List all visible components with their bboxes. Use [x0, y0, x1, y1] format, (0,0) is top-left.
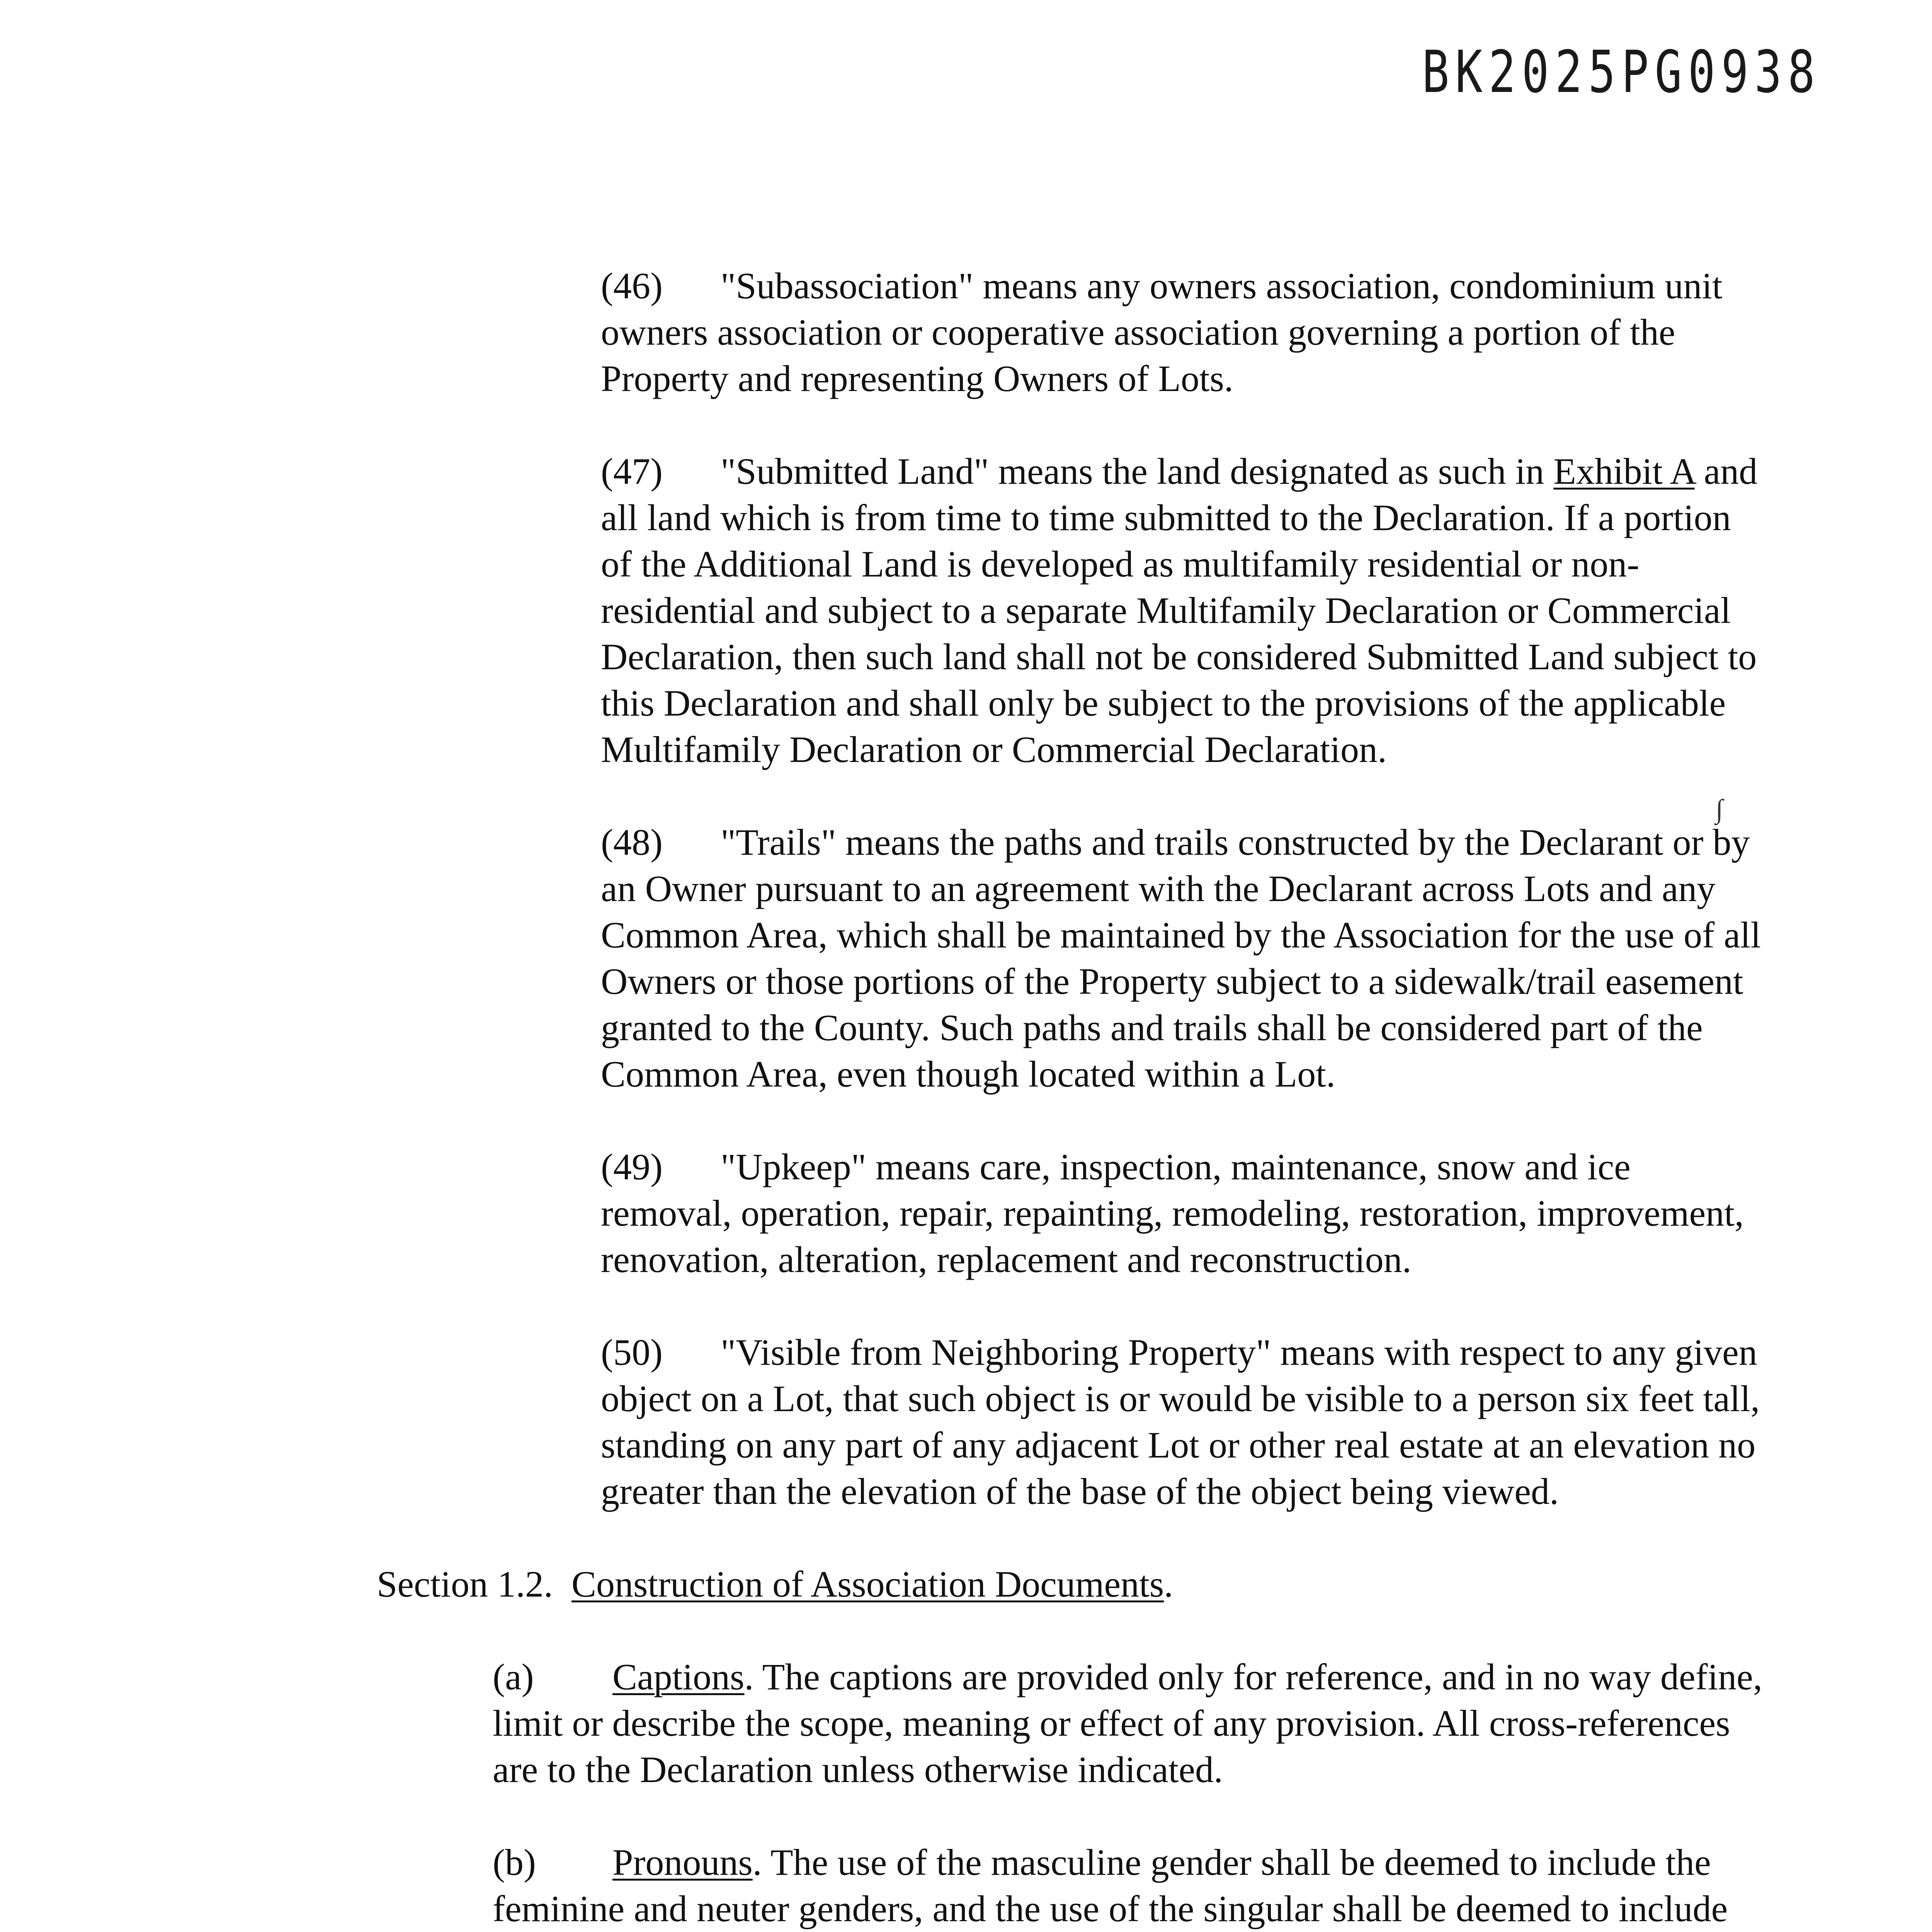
- paragraph-text: "Submitted Land" means the land designated as such in: [721, 451, 1554, 492]
- definition-paragraph-48: [261, 819, 1768, 1097]
- subsection-pronouns: [261, 1839, 1768, 1932]
- section-suffix: .: [1164, 1563, 1173, 1605]
- paragraph-number: (47): [601, 451, 663, 492]
- book-page-stamp: BK2025PG0938: [1422, 39, 1821, 106]
- paragraph-text-continued: and all land which is from time to time submitted to the Declaration. If a portion of the Additional Land is developed as multifamily residential or non-residential and subject to a separate Multifamily Declaration or Commercial Declaration, then such land shall not be considered Submitted Land subject to this Declaration and shall only be subject to the provisions of the applicable Multifamily Declaration or Commercial Declaration.: [601, 451, 1758, 770]
- definition-paragraph-47: [261, 448, 1768, 773]
- paragraph-text: "Upkeep" means care, inspection, maintenance, snow and ice removal, operation, repair, repainting, remodeling, restoration, improvement, renovation, alteration, replacement and reconstruction.: [601, 1146, 1744, 1280]
- exhibit-a-reference: Exhibit A: [1553, 451, 1695, 492]
- document-body: [261, 263, 1768, 1932]
- definition-paragraph-46: [261, 263, 1768, 402]
- subsection-heading: Pronouns: [612, 1842, 753, 1883]
- subsection-captions: [261, 1654, 1768, 1793]
- paragraph-number: (48): [601, 821, 663, 863]
- paragraph-text: "Trails" means the paths and trails constructed by the Declarant or by an Owner pursuant to an agreement with the Declarant across Lots and any Common Area, which shall be maintained by the Association for the use of all Owners or those portions of the Property subject to a sidewalk/trail easement granted to the County. Such paths and trails shall be considered part of the Common Area, even though located within a Lot.: [601, 821, 1761, 1095]
- paragraph-number: (50): [601, 1332, 663, 1373]
- subsection-letter: (b): [493, 1842, 536, 1883]
- subsection-text: . The use of the masculine gender shall be deemed to include the feminine and neuter genders, and the use of the singular shall be deemed to include: [493, 1842, 1728, 1929]
- paragraph-number: (46): [601, 265, 663, 306]
- subsection-heading: Captions: [612, 1656, 745, 1697]
- section-heading: [261, 1561, 1768, 1607]
- paragraph-number: (49): [601, 1146, 663, 1187]
- definition-paragraph-50: [261, 1329, 1768, 1515]
- subsection-text: . The captions are provided only for reference, and in no way define, limit or describe the scope, meaning or effect of any provision. All cross-references are to the Declaration unless otherwise indicated.: [493, 1656, 1762, 1790]
- paragraph-text: "Subassociation" means any owners association, condominium unit owners association or cooperative association governing a portion of the Property and representing Owners of Lots.: [601, 265, 1723, 399]
- section-title: Construction of Association Documents: [571, 1563, 1164, 1605]
- paragraph-text: "Visible from Neighboring Property" means with respect to any given object on a Lot, that such object is or would be visible to a person six feet tall, standing on any part of any adjacent Lot or other real estate at an elevation no greater than the elevation of the base of the object being viewed.: [601, 1332, 1760, 1512]
- subsection-letter: (a): [493, 1656, 534, 1697]
- section-label: Section 1.2.: [377, 1563, 553, 1605]
- margin-mark: ∫: [1716, 794, 1723, 824]
- definition-paragraph-49: [261, 1144, 1768, 1283]
